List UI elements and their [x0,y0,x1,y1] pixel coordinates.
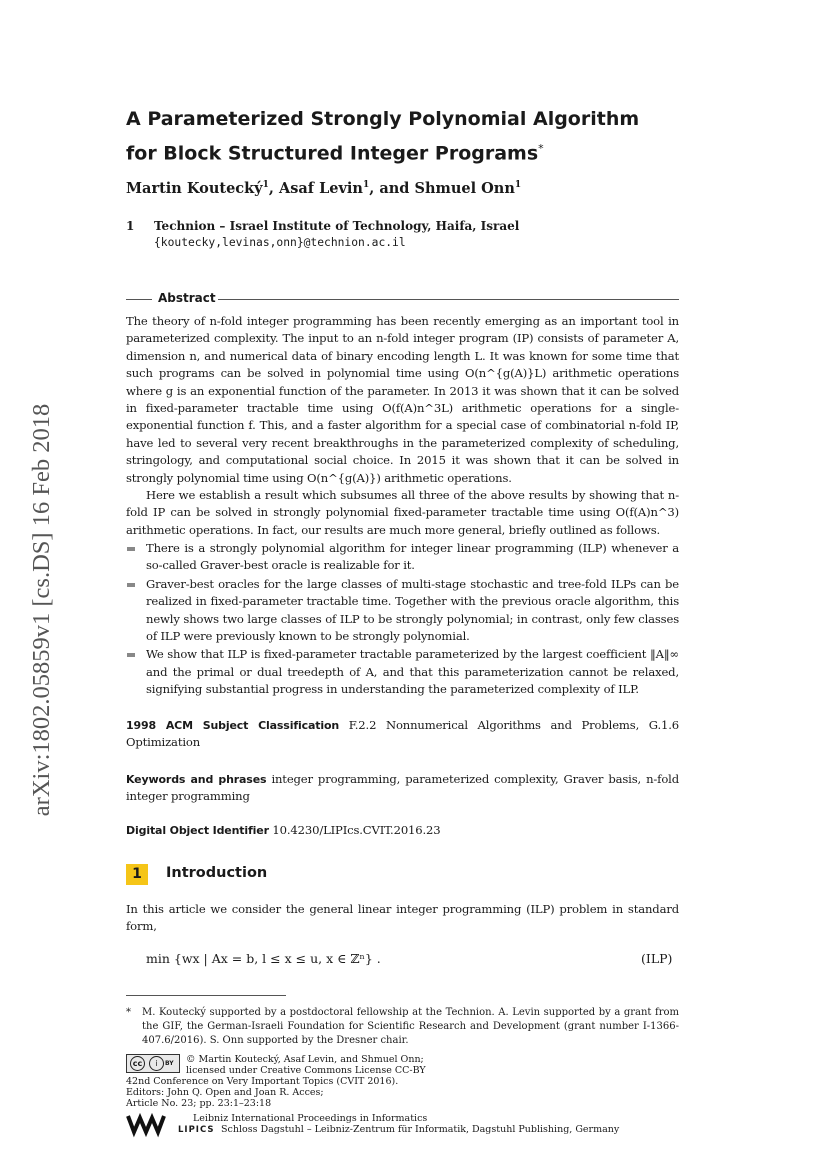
conference-line-1: 42nd Conference on Very Important Topics (CVIT 2016). [126,1076,399,1087]
bullet-marker-icon [127,547,135,551]
abstract-rule-left [126,299,152,300]
conference-line-2: Editors: John Q. Open and Joan R. Acces; [126,1087,324,1098]
publisher-series: Leibniz International Proceedings in Informatics [193,1113,428,1124]
bullet-marker-icon [127,653,135,657]
intro-p1-text: In this article we consider the general linear integer programming (ILP) problem in standard form, [126,902,679,934]
section-number-badge: 1 [126,864,148,885]
doi [126,822,679,839]
cc-icon: cc [130,1056,145,1071]
keywords-text: integer programming, parameterized complexity, Graver basis, n-fold integer programming [126,772,679,804]
paper-title [126,104,726,168]
acm-text: F.2.2 Nonnumerical Algorithms and Problems, G.1.6 Optimization [126,718,679,750]
abstract-rule-right [218,299,679,300]
arxiv-stamp-text: arXiv:1802.05859v1 [cs.DS] 16 Feb 2018 [28,403,55,817]
doi-heading: Digital Object Identifier [126,824,269,837]
footnote-text: M. Koutecký supported by a postdoctoral fellowship at the Technion. A. Levin supported by a grant from the GIF, the German-Israeli Foundation for Scientific Research and Development (grant number I-1366-407.6/2016). S. Onn supported by the Dresner chair. [142,1007,679,1046]
footnote-marker: * [126,1007,131,1018]
cc-by-license-icon[interactable] [126,1054,180,1073]
list-item: There is a strongly polynomial algorithm for integer linear programming (ILP) whenever a so-called Graver-best oracle is realizable for it. [126,540,679,575]
abstract-bullet-list [126,540,679,700]
conference-line-3: Article No. 23; pp. 23:1–23:18 [126,1098,272,1109]
abstract-paragraph-1 [126,313,679,487]
license-line-1: © Martin Koutecký, Asaf Levin, and Shmuel Onn; [186,1054,424,1065]
list-item: We show that ILP is fixed-parameter tractable parameterized by the largest coefficient ‖A‖∞ and the primal or dual treedepth of A, and that this parameterization cannot be relaxed, signifying substantial progress in understanding the parameterized complexity of ILP. [126,646,679,698]
bullet-marker-icon [127,583,135,587]
title-line-2: for Block Structured Integer Programs* [126,142,544,165]
license-text [186,1054,426,1076]
affiliation-name: Technion – Israel Institute of Technology, Haifa, Israel [154,219,520,233]
section-title: Introduction [166,865,268,881]
affiliation [126,219,519,233]
abstract-label: Abstract [158,291,216,305]
conference-info [126,1076,398,1109]
attribution-icon: i [149,1056,164,1071]
abstract-heading [126,291,679,309]
footnote-rule [126,995,286,996]
lipics-wordmark: LIPICS [178,1125,215,1135]
author-emails[interactable]: {koutecky,levinas,onn}@technion.ac.il [154,236,406,249]
keywords-heading: Keywords and phrases [126,773,267,786]
equation-label: (ILP) [641,951,673,966]
affiliation-number: 1 [126,219,135,233]
acm-classification [126,717,679,752]
keywords [126,771,679,806]
abstract-p1-text: The theory of n-fold integer programming has been recently emerging as an important tool in parameterized complexity. The input to an n-fold integer program (IP) consists of parameter A, dimension n, and numerical data of binary encoding length L. It was known for some time that such programs can be solved in polynomial time using O(n^{g(A)}L) arithmetic operations where g is an exponential function of the parameter. In 2013 it was shown that it can be solved in fixed-parameter tractable time using O(f(A)n^3L) arithmetic operations for a single-exponential function f. This, and a faster algorithm for a special case of combinatorial n-fold IP, have led to several very recent breakthroughs in the parameterized complexity of scheduling, stringology, and computational social choice. In 2015 it was shown that it can be solved in strongly polynomial time using O(n^{g(A)}) arithmetic operations. [126,314,679,485]
intro-paragraph [126,901,679,936]
license-line-2: licensed under Creative Commons License CC-BY [186,1065,426,1076]
list-item: Graver-best oracles for the large classes of multi-stage stochastic and tree-fold ILPs can be realized in fixed-parameter tractable time. Together with the previous oracle algorithm, this newly shows two large classes of ILP to be strongly polynomial; in contrast, only few classes of ILP were previously known to be strongly polynomial. [126,576,679,646]
author-2: Asaf Levin [278,180,363,197]
author-3: Shmuel Onn [414,180,515,197]
abstract-paragraph-2 [126,487,679,539]
title-line-1: A Parameterized Strongly Polynomial Algorithm [126,108,640,130]
author-1: Martin Koutecký [126,180,263,197]
lipics-logo-icon [126,1110,176,1138]
publisher-address: Schloss Dagstuhl – Leibniz-Zentrum für Informatik, Dagstuhl Publishing, Germany [221,1124,620,1135]
abstract-p2-text: Here we establish a result which subsumes all three of the above results by showing that n-fold IP can be solved in strongly polynomial fixed-parameter tractable time using O(f(A)n^3) arithmetic operations. In fact, our results are much more general, briefly outlined as follows. [126,488,679,537]
author-list: Martin Koutecký$^1$, Asaf Levin$^1$, and Shmuel Onn$^1$ [126,180,522,197]
title-footnote-marker: * [538,142,544,155]
publisher-info [193,1113,619,1135]
by-label: BY [165,1060,174,1067]
arxiv-identifier-stamp [22,365,62,855]
acm-heading: 1998 ACM Subject Classification [126,719,340,732]
doi-link[interactable]: 10.4230/LIPIcs.CVIT.2016.23 [272,823,441,837]
footnote [126,1006,679,1048]
ilp-equation: min {wx | Ax = b, l ≤ x ≤ u, x ∈ ℤⁿ} . [146,951,381,966]
